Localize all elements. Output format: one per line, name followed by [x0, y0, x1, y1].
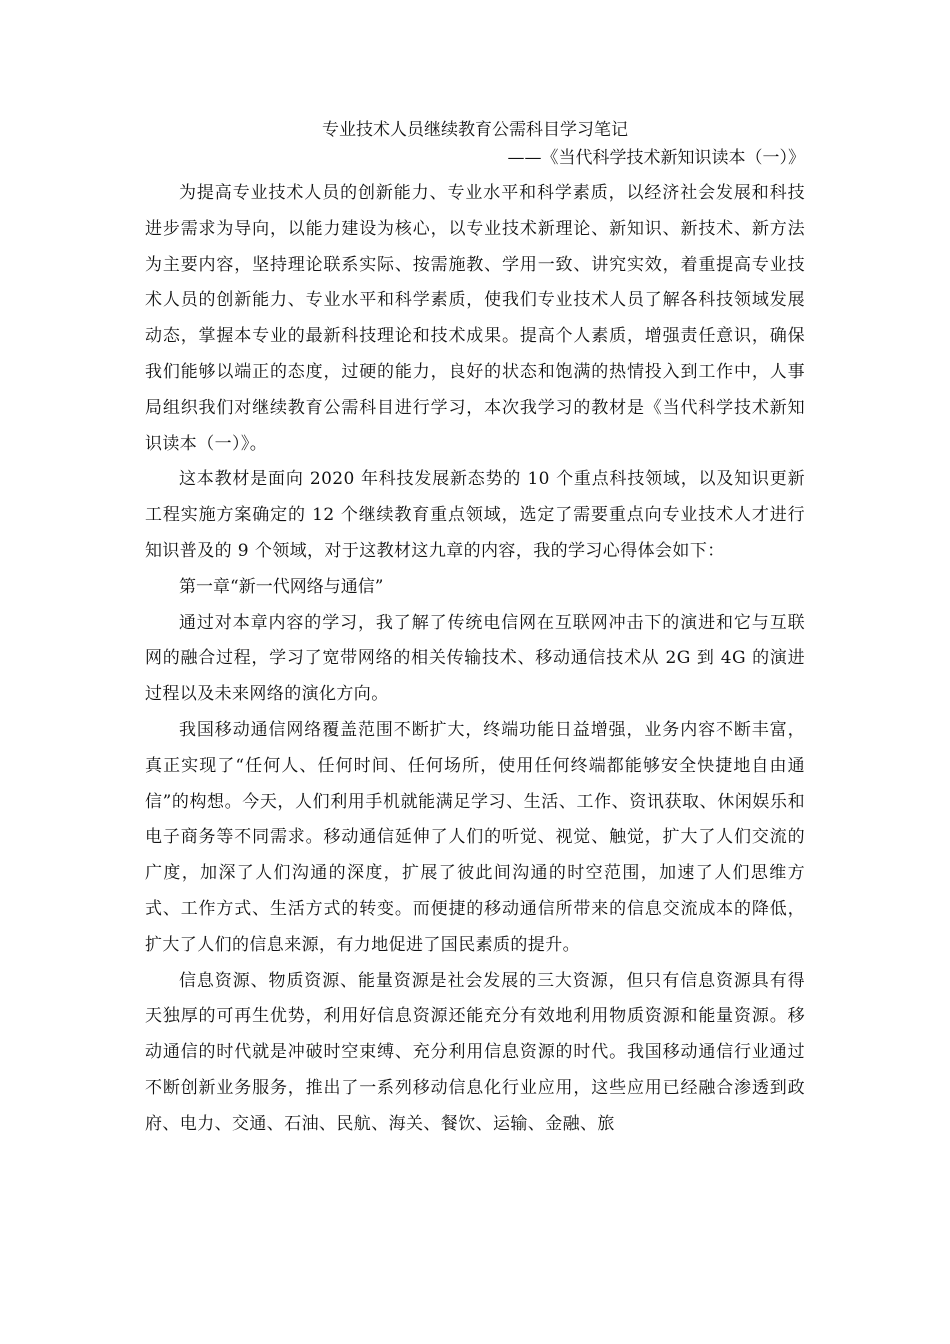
chapter-paragraph-3: 信息资源、物质资源、能量资源是社会发展的三大资源，但只有信息资源具有得天独厚的可再生优势，利用好信息资源还能充分有效地利用物质资源和能量资源。移动通信的时代就是冲破时空束缚、充分利用信息资源的时代。我国移动通信行业通过不断创新业务服务，推出了一系列移动信息化行业应用，这些应用已经融合渗透到政府、电力、交通、石油、民航、海关、餐饮、运输、金融、旅	[145, 970, 805, 1134]
document-title: 专业技术人员继续教育公需科目学习笔记	[322, 120, 628, 140]
document-body	[145, 116, 805, 1143]
document-subtitle: ——《当代科学技术新知识读本（一）》	[507, 148, 805, 168]
chapter-paragraph-2: 我国移动通信网络覆盖范围不断扩大，终端功能日益增强，业务内容不断丰富，真正实现了“任何人、任何时间、任何场所，使用任何终端都能够安全快捷地自由通信”的构想。今天，人们利用手机就能满足学习、生活、工作、资讯获取、休闲娱乐和电子商务等不同需求。移动通信延伸了人们的听觉、视觉、触觉，扩大了人们交流的广度，加深了人们沟通的深度，扩展了彼此间沟通的时空范围，加速了人们思维方式、工作方式、生活方式的转变。而便捷的移动通信所带来的信息交流成本的降低，扩大了人们的信息来源，有力地促进了国民素质的提升。	[145, 719, 805, 955]
intro-paragraph-1: 为提高专业技术人员的创新能力、专业水平和科学素质，以经济社会发展和科技进步需求为导向，以能力建设为核心，以专业技术新理论、新知识、新技术、新方法为主要内容，坚持理论联系实际、按需施教、学用一致、讲究实效，着重提高专业技术人员的创新能力、专业水平和科学素质，使我们专业技术人员了解各科技领域发展动态，掌握本专业的最新科技理论和技术成果。提高个人素质，增强责任意识，确保我们能够以端正的态度，过硬的能力，良好的状态和饱满的热情投入到工作中，人事局组织我们对继续教育公需科目进行学习，本次我学习的教材是《当代科学技术新知识读本（一）》。	[145, 183, 805, 454]
chapter-heading: 第一章“新一代网络与通信”	[179, 576, 384, 597]
intro-paragraph-2: 这本教材是面向 2020 年科技发展新态势的 10 个重点科技领域，以及知识更新工程实施方案确定的 12 个继续教育重点领域，选定了需要重点向专业技术人才进行知识普及的 9 个领域，对于这教材这九章的内容，我的学习心得体会如下：	[145, 469, 805, 561]
chapter-paragraph-1: 通过对本章内容的学习，我了解了传统电信网在互联网冲击下的演进和它与互联网的融合过程，学习了宽带网络的相关传输技术、移动通信技术从 2G 到 4G 的演进过程以及未来网络的演化方向。	[145, 612, 805, 705]
